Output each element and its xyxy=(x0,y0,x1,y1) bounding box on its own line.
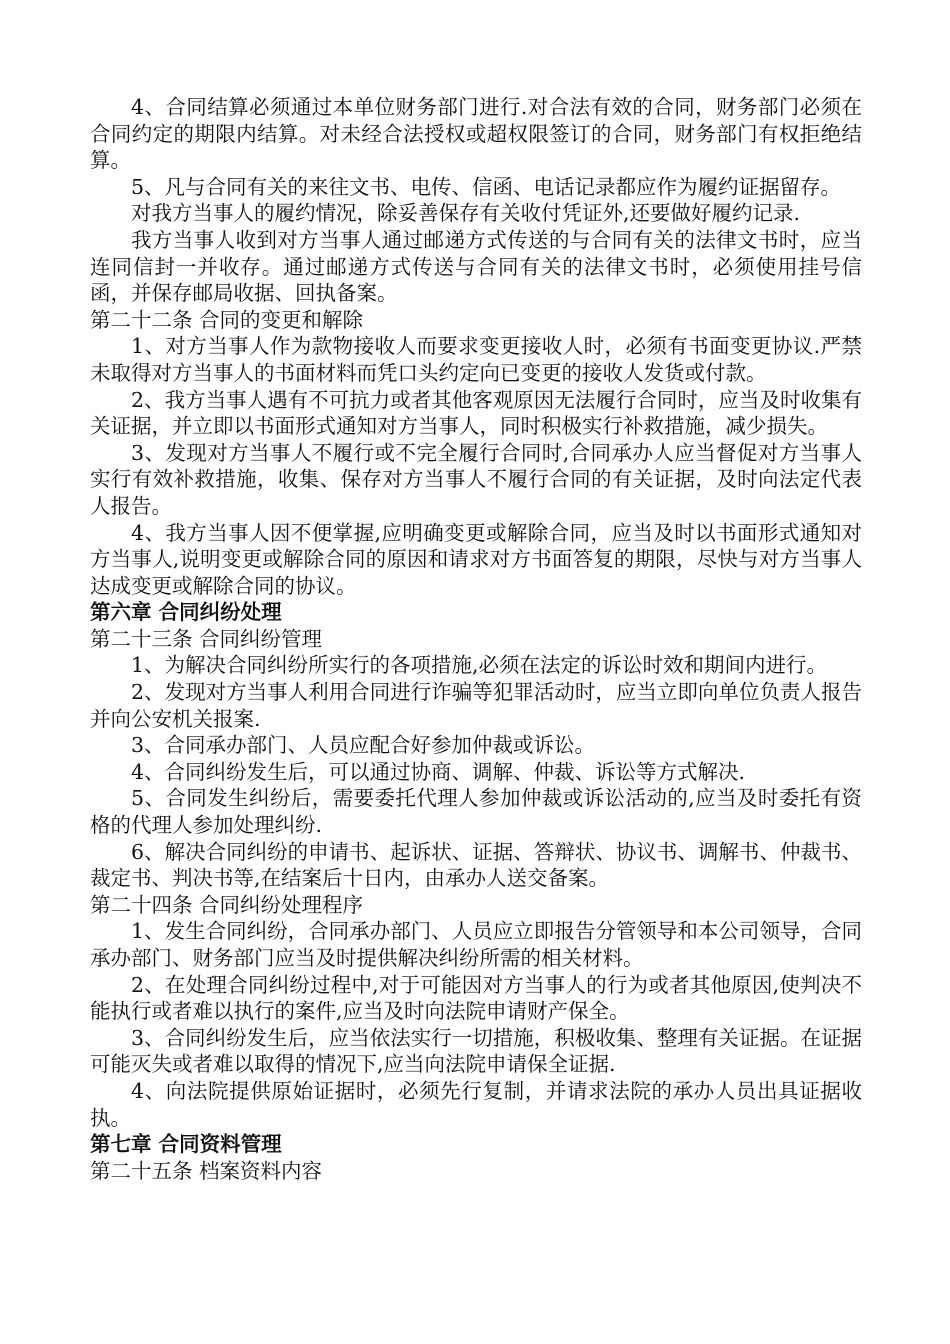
paragraph: 3、合同纠纷发生后，应当依法实行一切措施，积极收集、整理有关证据。在证据可能灭失或者难以取得的情况下,应当向法院申请保全证据. xyxy=(90,1025,862,1077)
paragraph: 5、凡与合同有关的来往文书、电传、信函、电话记录都应作为履约证据留存。 xyxy=(131,174,842,199)
paragraph: 3、合同承办部门、人员应配合好参加仲裁或诉讼。 xyxy=(131,733,596,758)
paragraph: 2、我方当事人遇有不可抗力或者其他客观原因无法履行合同时，应当及时收集有关证据，并立即以书面形式通知对方当事人，同时积极实行补救措施，减少损失。 xyxy=(90,387,862,439)
document-page xyxy=(90,94,862,1184)
paragraph: 4、合同纠纷发生后，可以通过协商、调解、仲裁、诉讼等方式解决. xyxy=(131,759,746,784)
paragraph: 6、解决合同纠纷的申请书、起诉状、证据、答辩状、协议书、调解书、仲裁书、裁定书、判决书等,在结案后十日内，由承办人送交备案。 xyxy=(90,839,862,891)
paragraph: 4、向法院提供原始证据时，必须先行复制，并请求法院的承办人员出具证据收执。 xyxy=(90,1078,862,1130)
chapter-heading: 第六章 合同纠纷处理 xyxy=(90,600,282,625)
article-heading: 第二十二条 合同的变更和解除 xyxy=(90,307,364,332)
article-heading: 第二十五条 档案资料内容 xyxy=(90,1158,323,1183)
paragraph: 1、对方当事人作为款物接收人而要求变更接收人时，必须有书面变更协议.严禁未取得对方当事人的书面材料而凭口头约定向已变更的接收人发货或付款。 xyxy=(90,334,862,385)
paragraph: 3、发现对方当事人不履行或不完全履行合同时,合同承办人应当督促对方当事人实行有效补救措施，收集、保存对方当事人不履行合同的有关证据，及时向法定代表人报告。 xyxy=(90,440,862,518)
paragraph: 2、在处理合同纠纷过程中,对于可能因对方当事人的行为或者其他原因,使判决不能执行或者难以执行的案件,应当及时向法院申请财产保全。 xyxy=(90,972,862,1024)
article-heading: 第二十三条 合同纠纷管理 xyxy=(90,626,323,651)
paragraph: 1、为解决合同纠纷所实行的各项措施,必须在法定的诉讼时效和期间内进行。 xyxy=(131,653,828,678)
article-heading: 第二十四条 合同纠纷处理程序 xyxy=(90,892,364,917)
paragraph: 1、发生合同纠纷，合同承办部门、人员应立即报告分管领导和本公司领导，合同承办部门、财务部门应当及时提供解决纠纷所需的相关材料。 xyxy=(90,919,862,970)
paragraph: 4、我方当事人因不便掌握,应明确变更或解除合同，应当及时以书面形式通知对方当事人,说明变更或解除合同的原因和请求对方书面答复的期限，尽快与对方当事人达成变更或解除合同的协议。 xyxy=(90,520,862,598)
chapter-heading: 第七章 合同资料管理 xyxy=(90,1132,282,1157)
paragraph: 4、合同结算必须通过本单位财务部门进行.对合法有效的合同，财务部门必须在合同约定的期限内结算。对未经合法授权或超权限签订的合同，财务部门有权拒绝结算。 xyxy=(90,95,862,173)
paragraph: 对我方当事人的履约情况，除妥善保存有关收付凭证外,还要做好履约记录. xyxy=(131,201,801,226)
paragraph: 2、发现对方当事人利用合同进行诈骗等犯罪活动时，应当立即向单位负责人报告并向公安机关报案. xyxy=(90,680,862,731)
paragraph: 我方当事人收到对方当事人通过邮递方式传送的与合同有关的法律文书时，应当连同信封一并收存。通过邮递方式传送与合同有关的法律文书时，必须使用挂号信函，并保存邮局收据、回执备案。 xyxy=(90,227,862,306)
paragraph: 5、合同发生纠纷后，需要委托代理人参加仲裁或诉讼活动的,应当及时委托有资格的代理人参加处理纠纷. xyxy=(90,786,862,838)
